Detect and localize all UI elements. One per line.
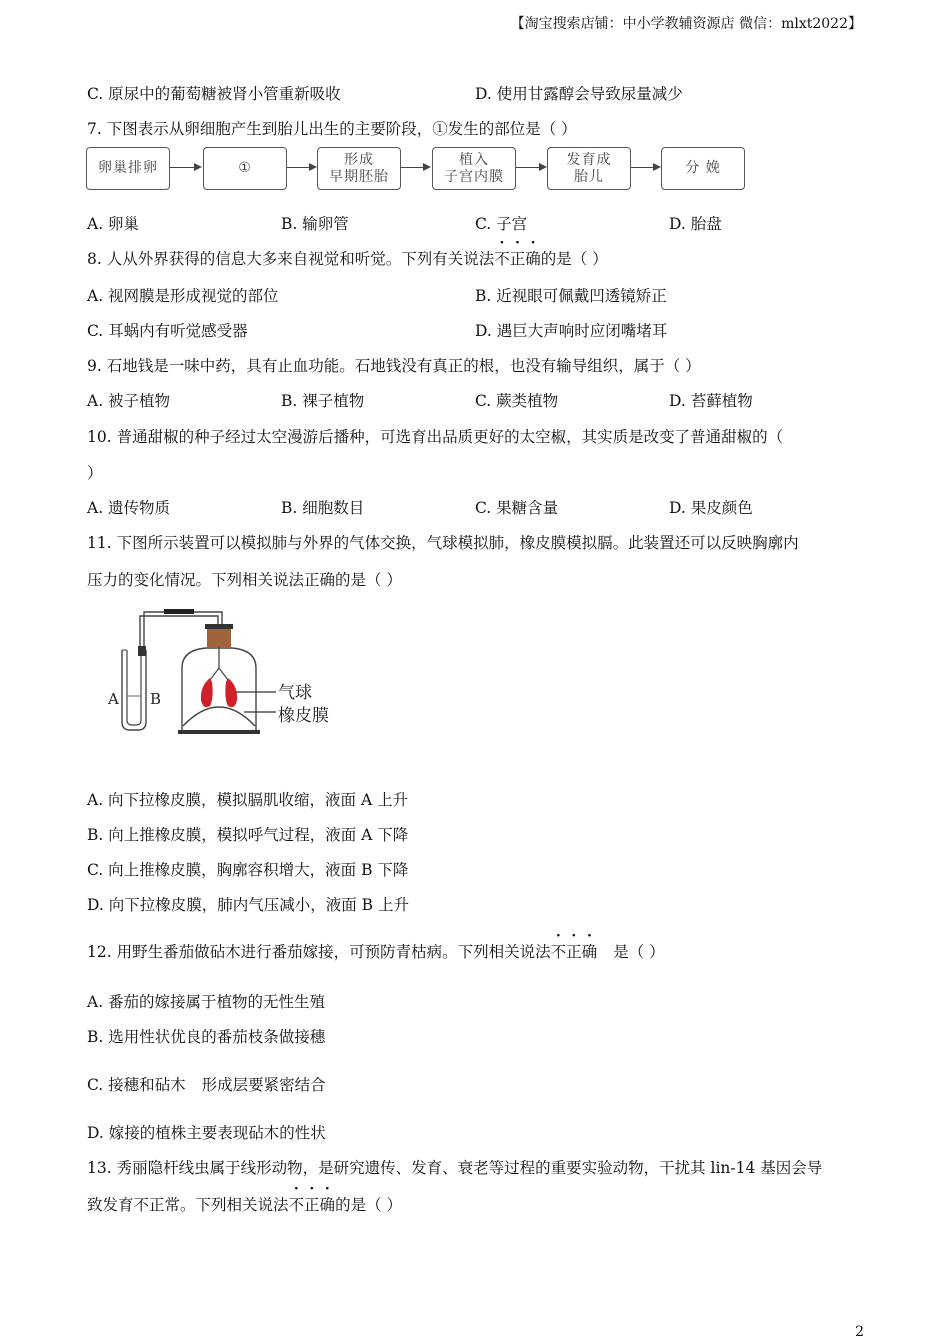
q9-option-b: B. 裸子植物: [281, 392, 365, 410]
q7-stem: 7. 下图表示从卵细胞产生到胎儿出生的主要阶段，①发生的部位是（ ）: [87, 120, 577, 138]
q13-stem-line1: 13. 秀丽隐杆线虫属于线形动物，是研究遗传、发育、衰老等过程的重要实验动物，干扰其 lin-14 基因会导: [87, 1159, 823, 1177]
q7-option-a: A. 卵巢: [87, 215, 140, 233]
q8-option-b: B. 近视眼可佩戴凹透镜矫正: [475, 287, 667, 305]
label-a: A: [108, 690, 119, 708]
q11-option-a: A. 向下拉橡皮膜，模拟膈肌收缩，液面 A 上升: [87, 791, 409, 809]
q12-option-c: C. 接穗和砧木 形成层要紧密结合: [87, 1076, 326, 1094]
flow-arrow: [401, 167, 429, 168]
q11-option-d: D. 向下拉橡皮膜，肺内气压减小，液面 B 上升: [87, 896, 409, 914]
label-balloon: 气球: [278, 683, 312, 703]
label-membrane: 橡皮膜: [278, 706, 329, 726]
flow-arrow: [170, 167, 200, 168]
q10-option-b: B. 细胞数目: [281, 499, 365, 517]
q12-option-a: A. 番茄的嫁接属于植物的无性生殖: [87, 993, 326, 1011]
q12-option-d: D. 嫁接的植株主要表现砧木的性状: [87, 1124, 326, 1142]
flow-step-3: 形成 早期胚胎: [317, 147, 401, 190]
flow-step-4: 植入 子宫内膜: [432, 147, 516, 190]
q10-option-a: A. 遗传物质: [87, 499, 171, 517]
q11-stem-line2: 压力的变化情况。下列相关说法正确的是（ ）: [87, 571, 402, 589]
q12-option-b: B. 选用性状优良的番茄枝条做接穗: [87, 1028, 326, 1046]
q9-stem: 9. 石地钱是一味中药，具有止血功能。石地钱没有真正的根，也没有输导组织，属于（ ）: [87, 357, 701, 375]
flow-step-2: ①: [203, 147, 287, 190]
q8-option-d: D. 遇巨大声响时应闭嘴堵耳: [475, 322, 668, 340]
page-number: 2: [855, 1324, 864, 1340]
q9-option-d: D. 苔藓植物: [669, 392, 753, 410]
q10-stem-line2: ）: [87, 464, 103, 482]
q7-option-c: C. 子宫: [475, 215, 528, 233]
q8-option-a: A. 视网膜是形成视觉的部位: [87, 287, 279, 305]
page-header: 【淘宝搜索店铺：中小学教辅资源店 微信：mlxt2022】: [510, 16, 862, 32]
q10-stem-line1: 10. 普通甜椒的种子经过太空漫游后播种，可选育出品质更好的太空椒，其实质是改变了普通甜椒的（: [87, 428, 784, 446]
q9-option-a: A. 被子植物: [87, 392, 171, 410]
flow-step-5: 发育成 胎儿: [547, 147, 631, 190]
q10-option-d: D. 果皮颜色: [669, 499, 753, 517]
label-b: B: [150, 690, 162, 708]
q9-option-c: C. 蕨类植物: [475, 392, 559, 410]
flow-arrow: [516, 167, 545, 168]
q11-option-b: B. 向上推橡皮膜，模拟呼气过程，液面 A 下降: [87, 826, 409, 844]
q6-option-c: C. 原尿中的葡萄糖被肾小管重新吸收: [87, 85, 341, 103]
flow-step-1: 卵巢排卵: [86, 147, 170, 190]
flow-arrow: [631, 167, 659, 168]
q13-stem-line2: 致发育不正常。下列相关说法不正确的是（ ）: [87, 1196, 402, 1214]
lung-model-apparatus: [104, 606, 344, 742]
q8-option-c: C. 耳蜗内有听觉感受器: [87, 322, 248, 340]
q11-stem-line1: 11. 下图所示装置可以模拟肺与外界的气体交换，气球模拟肺，橡皮膜模拟膈。此装置还可以反映胸廓内: [87, 534, 799, 552]
flow-step-6: 分 娩: [661, 147, 745, 190]
q6-option-d: D. 使用甘露醇会导致尿量减少: [475, 85, 683, 103]
q12-stem: 12. 用野生番茄做砧木进行番茄嫁接，可预防青枯病。下列相关说法不正确 是（ ）: [87, 943, 665, 961]
q7-option-d: D. 胎盘: [669, 215, 722, 233]
q7-option-b: B. 输卵管: [281, 215, 349, 233]
q8-stem: 8. 人从外界获得的信息大多来自视觉和听觉。下列有关说法不正确的是（ ）: [87, 250, 608, 268]
q11-option-c: C. 向上推橡皮膜，胸廓容积增大，液面 B 下降: [87, 861, 409, 879]
flow-arrow: [287, 167, 315, 168]
q10-option-c: C. 果糖含量: [475, 499, 559, 517]
